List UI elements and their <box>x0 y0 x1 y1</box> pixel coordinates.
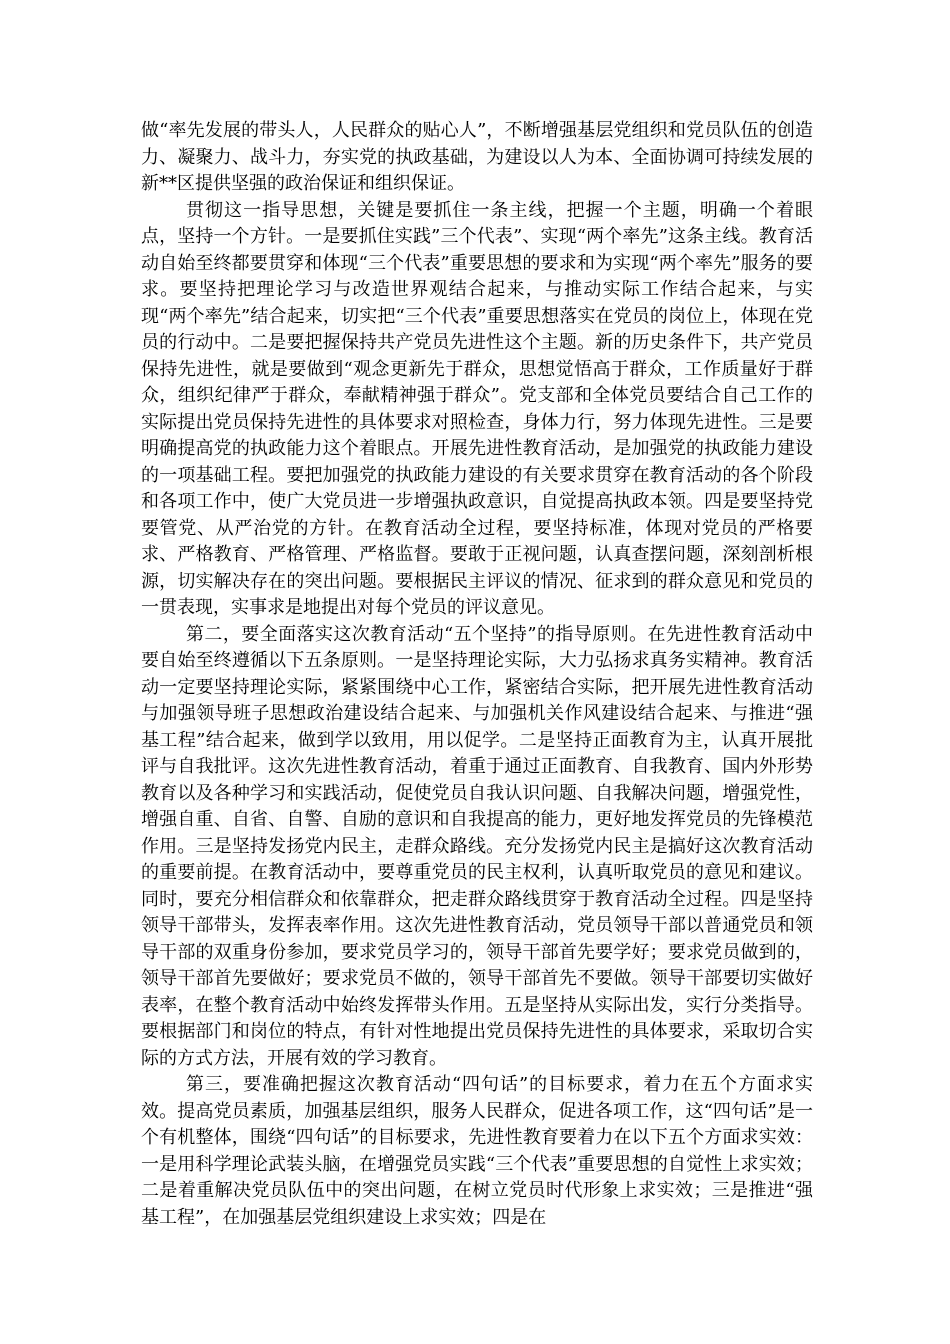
paragraph-four-sentences: 第三，要准确把握这次教育活动“四句话”的目标要求，着力在五个方面求实效。提高党员素质，加强基层组织，服务人民群众，促进各项工作，这“四句话”是一个有机整体，围绕“四句话”的目标要求，先进性教育要着力在以下五个方面求实效：一是用科学理论武装头脑，在增强党员实践“三个代表”重要思想的自觉性上求实效；二是着重解决党员队伍中的突出问题，在树立党员时代形象上求实效；三是推进“强基工程”，在加强基层党组织建设上求实效；四是在 <box>141 1074 813 1228</box>
paragraph-five-principles: 第二，要全面落实这次教育活动“五个坚持”的指导原则。在先进性教育活动中要自始至终遵循以下五条原则。一是坚持理论实际，大力弘扬求真务实精神。教育活动一定要坚持理论实际，紧紧围绕中心工作，紧密结合实际，把开展先进性教育活动与加强领导班子思想政治建设结合起来、与加强机关作风建设结合起来、与推进“强基工程”结合起来，做到学以致用，用以促学。二是坚持正面教育为主，认真开展批评与自我批评。这次先进性教育活动，着重于通过正面教育、自我教育、国内外形势教育以及各种学习和实践活动，促使党员自我认识问题、自我解决问题，增强党性，增强自重、自省、自警、自励的意识和自我提高的能力，更好地发挥党员的先锋模范作用。三是坚持发扬党内民主，走群众路线。充分发扬党内民主是搞好这次教育活动的重要前提。在教育活动中，要尊重党员的民主权利，认真听取党员的意见和建议。同时，要充分相信群众和依靠群众，把走群众路线贯穿于教育活动全过程。四是坚持领导干部带头，发挥表率作用。这次先进性教育活动，党员领导干部以普通党员和领导干部的双重身份参加，要求党员学习的，领导干部首先要学好；要求党员做到的，领导干部首先要做好；要求党员不做的，领导干部首先不要做。领导干部要切实做好表率，在整个教育活动中始终发挥带头作用。五是坚持从实际出发，实行分类指导。要根据部门和岗位的特点，有针对性地提出党员保持先进性的具体要求，采取切合实际的方式方法，开展有效的学习教育。 <box>141 623 813 1069</box>
document-body <box>141 118 813 1231</box>
paragraph-continuation: 做“率先发展的带头人，人民群众的贴心人”，不断增强基层党组织和党员队伍的创造力、凝聚力、战斗力，夯实党的执政基础，为建设以人为本、全面协调可持续发展的新**区提供坚强的政治保证和组织保证。 <box>141 120 813 194</box>
paragraph-guiding-thought: 贯彻这一指导思想，关键是要抓住一条主线，把握一个主题，明确一个着眼点，坚持一个方针。一是要抓住实践”三个代表”、实现“两个率先”这条主线。教育活动自始至终都要贯穿和体现“三个代表”重要思想的要求和为实现“两个率先”服务的要求。要坚持把理论学习与改造世界观结合起来，与推动实际工作结合起来，与实现“两个率先”结合起来，切实把“三个代表”重要思想落实在党员的岗位上，体现在党员的行动中。二是要把握保持共产党员先进性这个主题。新的历史条件下，共产党员保持先进性，就是要做到“观念更新先于群众，思想觉悟高于群众，工作质量好于群众，组织纪律严于群众，奉献精神强于群众”。党支部和全体党员要结合自己工作的实际提出党员保持先进性的具体要求对照检查，身体力行，努力体现先进性。三是要明确提高党的执政能力这个着眼点。开展先进性教育活动，是加强党的执政能力建设的一项基础工程。要把加强党的执政能力建设的有关要求贯穿在教育活动的各个阶段和各项工作中，使广大党员进一步增强执政意识，自觉提高执政本领。四是要坚持党要管党、从严治党的方针。在教育活动全过程，要坚持标准，体现对党员的严格要求、严格教育、严格管理、严格监督。要敢于正视问题，认真查摆问题，深刻剖析根源，切实解决存在的突出问题。要根据民主评议的情况、征求到的群众意见和党员的一贯表现，实事求是地提出对每个党员的评议意见。 <box>141 199 813 618</box>
